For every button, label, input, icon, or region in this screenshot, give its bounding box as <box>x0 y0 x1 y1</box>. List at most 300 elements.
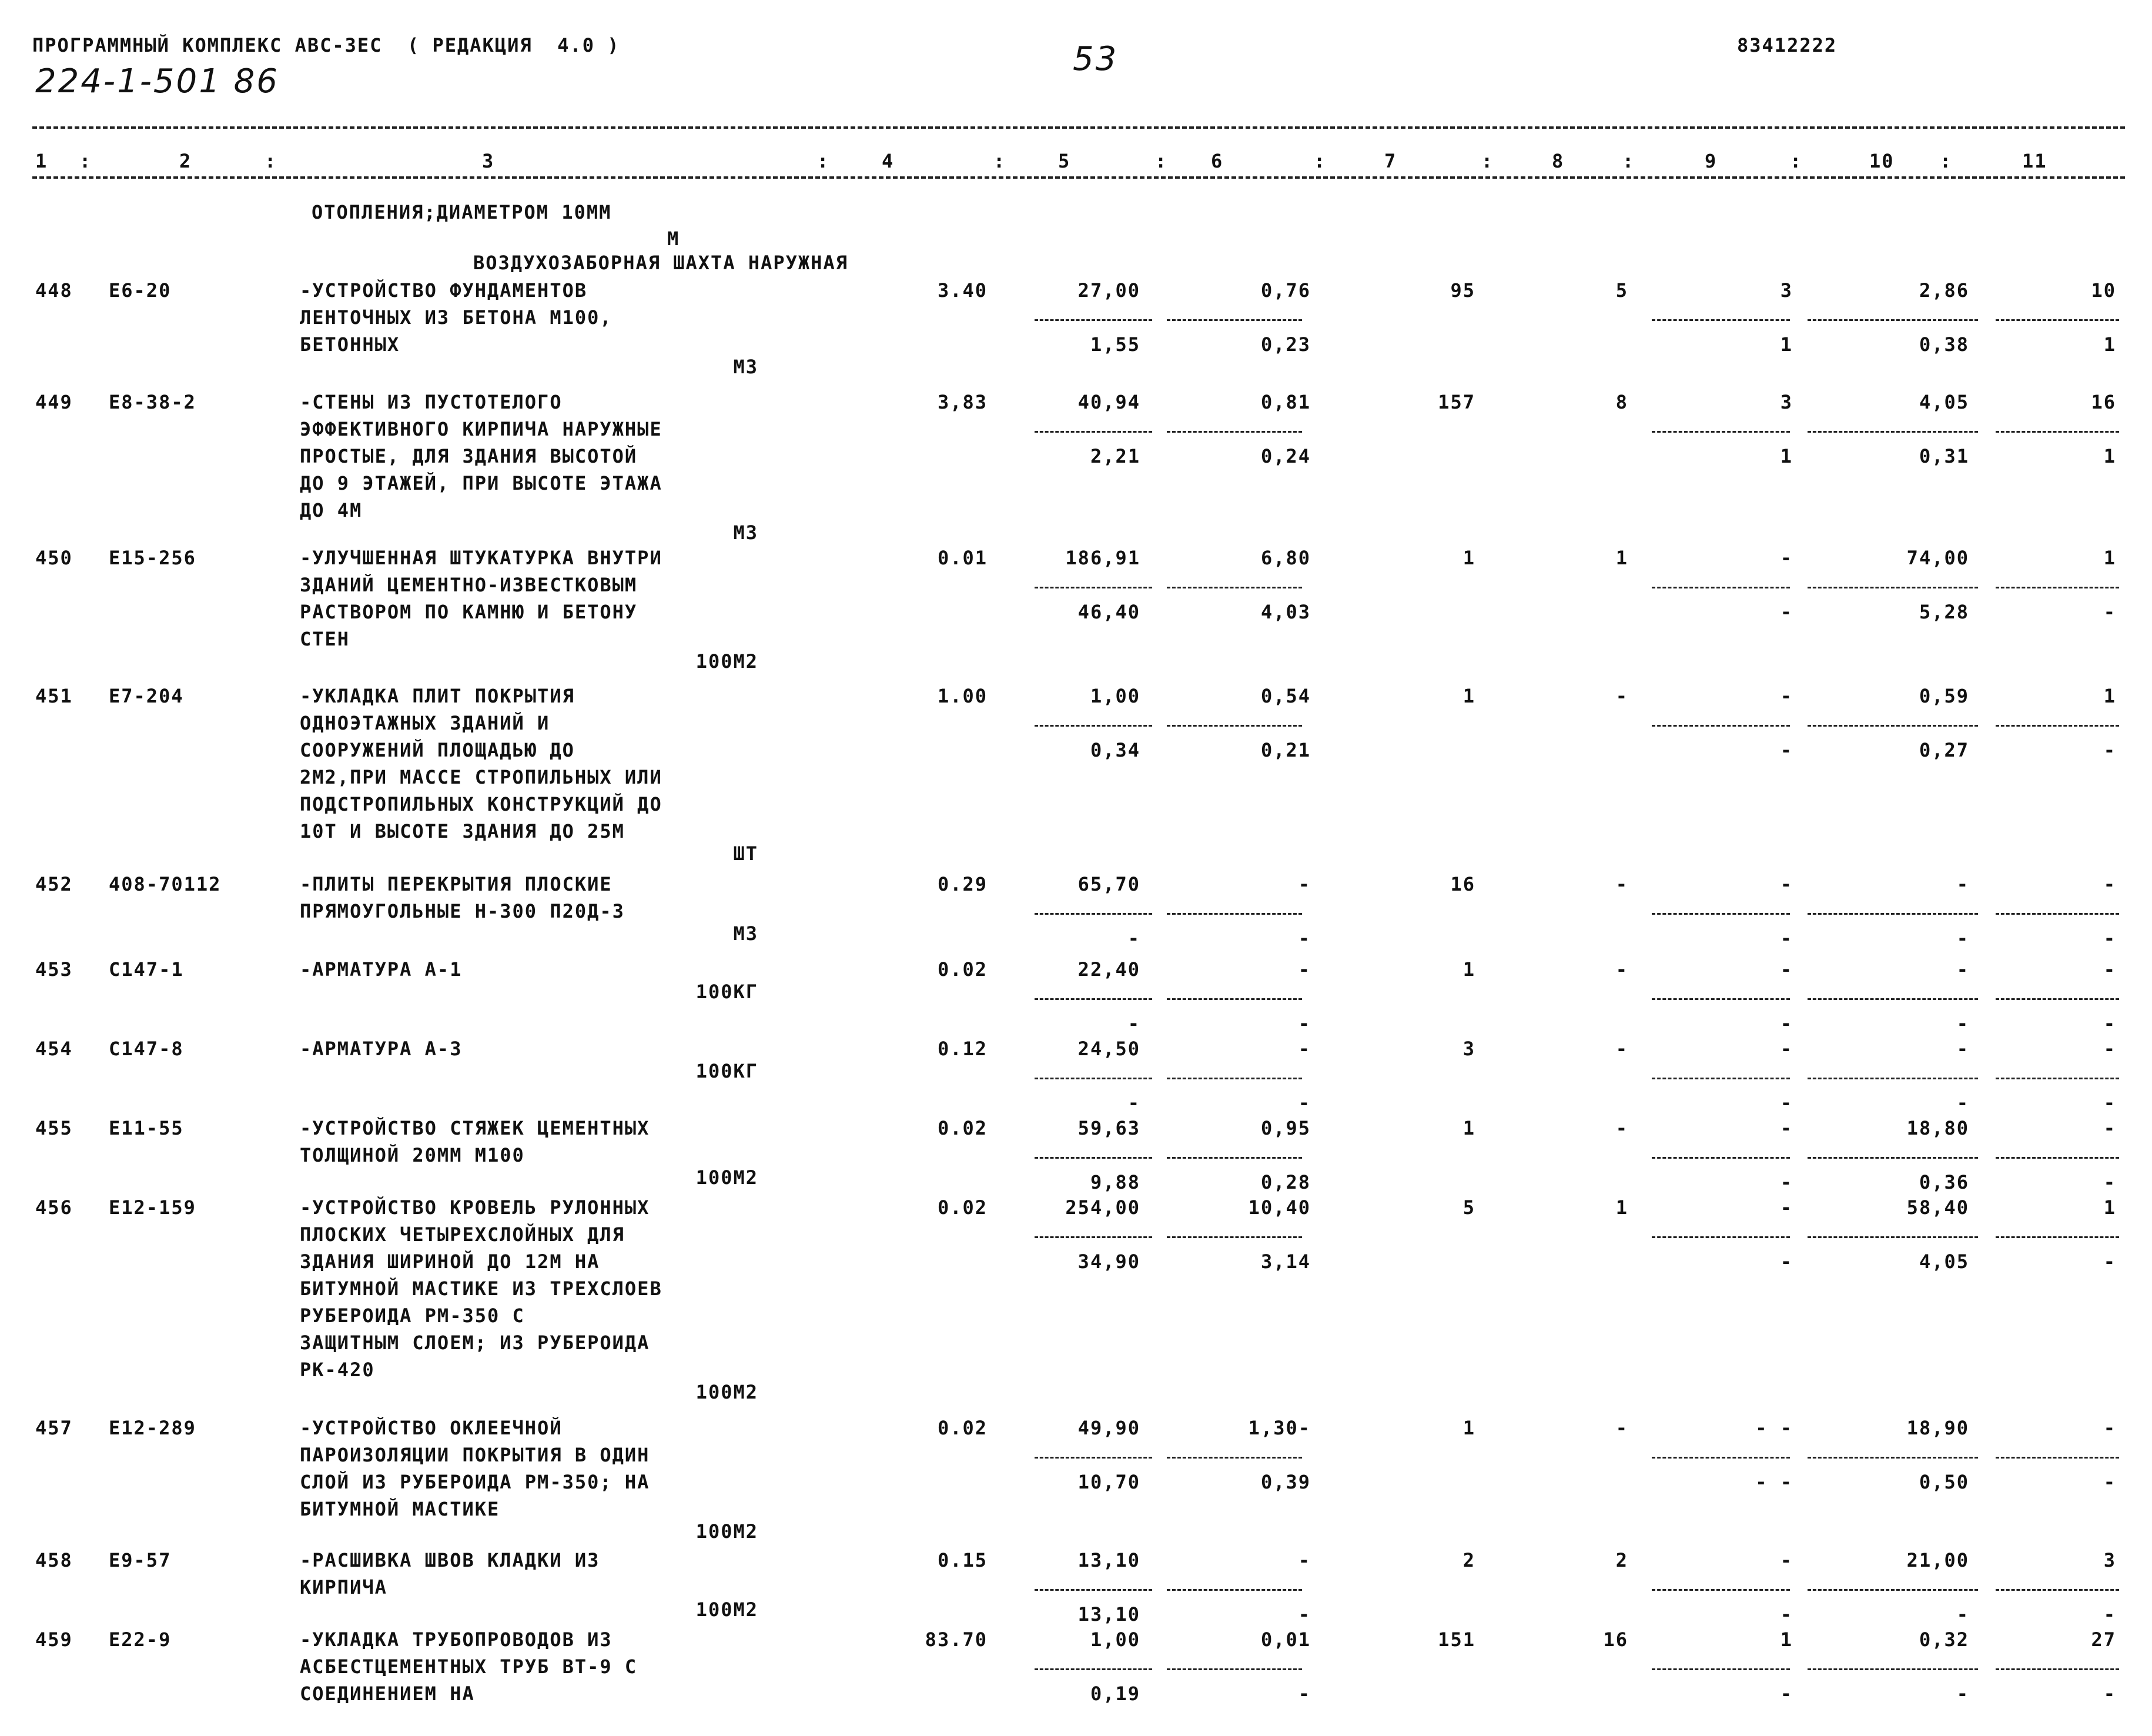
machine-wage-value: 0,28 <box>1260 1171 1311 1193</box>
machine-wage-value: 3,14 <box>1260 1250 1311 1273</box>
labor-value: 18,80 <box>1906 1117 1969 1139</box>
labor-machinist-total-value: - <box>2103 1171 2116 1193</box>
measure-unit: М3 <box>733 922 758 945</box>
machine-total-value: - <box>1780 1117 1793 1139</box>
machine-cost-value: - <box>1298 1549 1311 1571</box>
work-description: СООРУЖЕНИЙ ПЛОЩАДЬЮ ДО <box>300 739 575 761</box>
labor-machinist-total-value: 1 <box>2103 333 2116 356</box>
fraction-rule <box>1035 1589 1152 1591</box>
work-description: ЗДАНИЙ ЦЕМЕНТНО-ИЗВЕСТКОВЫМ <box>300 574 638 596</box>
labor-machinist-total-value: - <box>2103 1603 2116 1625</box>
labor-value: 58,40 <box>1906 1196 1969 1219</box>
row-number: 456 <box>35 1196 73 1219</box>
section-heading: ВОЗДУХОЗАБОРНАЯ ШАХТА НАРУЖНАЯ <box>473 252 848 274</box>
row-number: 450 <box>35 547 73 569</box>
fraction-rule <box>1167 1589 1302 1591</box>
fraction-rule <box>1167 913 1302 915</box>
total-cost-value: 16 <box>1450 873 1475 895</box>
labor-total-value: - <box>2103 1038 2116 1060</box>
labor-value: 18,90 <box>1906 1417 1969 1439</box>
wage-total-value: - <box>1615 1417 1628 1439</box>
labor-machinist-value: 0,31 <box>1919 445 1969 467</box>
machine-total-value: - - <box>1755 1417 1793 1439</box>
labor-machinist-total-value: 1 <box>2103 445 2116 467</box>
labor-machinist-value: - <box>1956 1012 1969 1035</box>
machine-cost-value: 0,95 <box>1260 1117 1311 1139</box>
fraction-rule <box>1167 319 1302 321</box>
total-cost-value: 1 <box>1462 685 1475 707</box>
measure-unit: 100М2 <box>695 1166 758 1189</box>
measure-unit: 100М2 <box>695 1598 758 1621</box>
total-cost-value: 1 <box>1462 547 1475 569</box>
wage-total-value: 8 <box>1615 391 1628 413</box>
row-number: 455 <box>35 1117 73 1139</box>
machine-cost-value: - <box>1298 873 1311 895</box>
labor-machinist-value: - <box>1956 1092 1969 1114</box>
measure-unit: 100М2 <box>695 1381 758 1403</box>
labor-machinist-total-value: - <box>2103 601 2116 623</box>
fraction-rule <box>1167 725 1302 727</box>
labor-machinist-value: - <box>1956 1683 1969 1705</box>
wage-total-value: 2 <box>1615 1549 1628 1571</box>
work-description: СТЕН <box>300 628 350 650</box>
fraction-rule <box>1996 1157 2119 1159</box>
fraction-rule <box>1652 1668 1790 1670</box>
machine-cost-value: 1,30- <box>1248 1417 1311 1439</box>
rate-code: Е12-159 <box>109 1196 196 1219</box>
work-description: ТОЛЩИНОЙ 20ММ М100 <box>300 1144 525 1166</box>
rate-code: Е7-204 <box>109 685 184 707</box>
work-description: ПОДСТРОПИЛЬНЫХ КОНСТРУКЦИЙ ДО <box>300 793 662 815</box>
rate-code: Е8-38-2 <box>109 391 196 413</box>
machine-wage-value: - <box>1298 1012 1311 1035</box>
fraction-rule <box>1808 913 1978 915</box>
work-description: -СТЕНЫ ИЗ ПУСТОТЕЛОГО <box>300 391 563 413</box>
labor-value: - <box>1956 873 1969 895</box>
machine-total-value: - <box>1780 1549 1793 1571</box>
wage-cost-value: 1,55 <box>1090 333 1140 356</box>
work-description: ПРОСТЫЕ, ДЛЯ ЗДАНИЯ ВЫСОТОЙ <box>300 445 638 467</box>
fraction-rule <box>1167 1236 1302 1238</box>
machine-wage-total-value: - <box>1780 739 1793 761</box>
quantity-value: 0.02 <box>937 1117 988 1139</box>
machine-wage-total-value: - <box>1780 1092 1793 1114</box>
labor-value: 0,59 <box>1919 685 1969 707</box>
work-description: ПЛОСКИХ ЧЕТЫРЕХСЛОЙНЫХ ДЛЯ <box>300 1223 625 1246</box>
machine-total-value: - <box>1780 958 1793 981</box>
machine-total-value: - <box>1780 1038 1793 1060</box>
unit-cost-value: 186,91 <box>1065 547 1140 569</box>
row-number: 454 <box>35 1038 73 1060</box>
work-description: РК-420 <box>300 1359 375 1381</box>
row-number: 451 <box>35 685 73 707</box>
machine-wage-value: - <box>1298 1092 1311 1114</box>
labor-machinist-value: 0,36 <box>1919 1171 1969 1193</box>
labor-machinist-total-value: - <box>2103 1250 2116 1273</box>
fraction-rule <box>1996 1236 2119 1238</box>
row-number: 457 <box>35 1417 73 1439</box>
machine-cost-value: 0,81 <box>1260 391 1311 413</box>
rate-code: С147-1 <box>109 958 184 981</box>
fraction-rule <box>1996 319 2119 321</box>
labor-total-value: - <box>2103 1417 2116 1439</box>
rate-code: Е9-57 <box>109 1549 172 1571</box>
machine-total-value: - <box>1780 685 1793 707</box>
machine-wage-total-value: 1 <box>1780 333 1793 356</box>
fraction-rule <box>1167 1078 1302 1079</box>
machine-cost-value: 0,76 <box>1260 279 1311 302</box>
fraction-rule <box>1035 998 1152 1000</box>
rate-code: Е22-9 <box>109 1628 172 1651</box>
wage-total-value: 1 <box>1615 1196 1628 1219</box>
labor-machinist-total-value: - <box>2103 1092 2116 1114</box>
work-description: ПАРОИЗОЛЯЦИИ ПОКРЫТИЯ В ОДИН <box>300 1444 650 1466</box>
machine-wage-value: - <box>1298 1683 1311 1705</box>
machine-wage-total-value: - <box>1780 601 1793 623</box>
total-cost-value: 1 <box>1462 1117 1475 1139</box>
work-description: СОЕДИНЕНИЕМ НА <box>300 1683 475 1705</box>
column-header-cell: 11 <box>2022 150 2047 172</box>
fraction-rule <box>1808 1078 1978 1079</box>
measure-unit: М3 <box>733 521 758 544</box>
labor-value: 21,00 <box>1906 1549 1969 1571</box>
total-cost-value: 157 <box>1438 391 1475 413</box>
machine-wage-total-value: - <box>1780 1171 1793 1193</box>
column-header-cell: 6 <box>1211 150 1224 172</box>
fraction-rule <box>1652 1457 1790 1459</box>
rate-code: 408-70112 <box>109 873 222 895</box>
machine-wage-value: 0,39 <box>1260 1471 1311 1493</box>
total-cost-value: 1 <box>1462 1417 1475 1439</box>
fraction-rule <box>1996 1589 2119 1591</box>
labor-machinist-total-value: - <box>2103 739 2116 761</box>
machine-wage-value: - <box>1298 927 1311 949</box>
machine-wage-value: 4,03 <box>1260 601 1311 623</box>
work-description: -АРМАТУРА А-1 <box>300 958 463 981</box>
machine-total-value: - <box>1780 873 1793 895</box>
labor-value: 74,00 <box>1906 547 1969 569</box>
work-description: -РАСШИВКА ШВОВ КЛАДКИ ИЗ <box>300 1549 600 1571</box>
measure-unit: 100М2 <box>695 650 758 673</box>
column-header-cell: 9 <box>1705 150 1718 172</box>
work-description: ОДНОЭТАЖНЫХ ЗДАНИЙ И <box>300 712 550 734</box>
work-description: -УСТРОЙСТВО ОКЛЕЕЧНОЙ <box>300 1417 563 1439</box>
header-bottom-rule <box>32 176 2125 179</box>
work-description: ДО 4М <box>300 499 363 521</box>
machine-cost-value: - <box>1298 958 1311 981</box>
page-number: 53 <box>1073 40 1119 78</box>
labor-value: - <box>1956 958 1969 981</box>
work-description: 2М2,ПРИ МАССЕ СТРОПИЛЬНЫХ ИЛИ <box>300 766 662 788</box>
work-description: -УКЛАДКА ТРУБОПРОВОДОВ ИЗ <box>300 1628 613 1651</box>
fraction-rule <box>1652 431 1790 433</box>
rate-code: Е15-256 <box>109 547 196 569</box>
quantity-value: 1.00 <box>937 685 988 707</box>
wage-total-value: - <box>1615 1038 1628 1060</box>
measure-unit: 100М2 <box>695 1520 758 1543</box>
fraction-rule <box>1652 725 1790 727</box>
column-header-cell: : <box>1622 150 1635 172</box>
labor-machinist-value: 0,50 <box>1919 1471 1969 1493</box>
unit-cost-value: 24,50 <box>1077 1038 1140 1060</box>
machine-total-value: - <box>1780 547 1793 569</box>
work-description: ДО 9 ЭТАЖЕЙ, ПРИ ВЫСОТЕ ЭТАЖА <box>300 472 662 494</box>
measure-unit: 100КГ <box>695 1060 758 1082</box>
column-header-cell: : <box>1155 150 1168 172</box>
row-number: 448 <box>35 279 73 302</box>
machine-cost-value: - <box>1298 1038 1311 1060</box>
fraction-rule <box>1808 1668 1978 1670</box>
work-description: ЗДАНИЯ ШИРИНОЙ ДО 12М НА <box>300 1250 600 1273</box>
unit-cost-value: 22,40 <box>1077 958 1140 981</box>
fraction-rule <box>1167 998 1302 1000</box>
column-header-cell: : <box>817 150 830 172</box>
machine-wage-total-value: - <box>1780 927 1793 949</box>
wage-total-value: 16 <box>1603 1628 1628 1651</box>
unit-cost-value: 254,00 <box>1065 1196 1140 1219</box>
fraction-rule <box>1035 1078 1152 1079</box>
total-cost-value: 3 <box>1462 1038 1475 1060</box>
unit-cost-value: 59,63 <box>1077 1117 1140 1139</box>
column-header-cell: : <box>1940 150 1953 172</box>
machine-wage-total-value: - <box>1780 1012 1793 1035</box>
total-cost-value: 2 <box>1462 1549 1475 1571</box>
column-header-cell: : <box>1790 150 1803 172</box>
fraction-rule <box>1652 319 1790 321</box>
work-description: -УКЛАДКА ПЛИТ ПОКРЫТИЯ <box>300 685 575 707</box>
wage-total-value: - <box>1615 958 1628 981</box>
fraction-rule <box>1652 1157 1790 1159</box>
fraction-rule <box>1035 587 1152 588</box>
work-description: -УСТРОЙСТВО СТЯЖЕК ЦЕМЕНТНЫХ <box>300 1117 650 1139</box>
quantity-value: 0.12 <box>937 1038 988 1060</box>
machine-total-value: 1 <box>1780 1628 1793 1651</box>
work-description: ЛЕНТОЧНЫХ ИЗ БЕТОНА М100, <box>300 306 613 329</box>
row-number: 453 <box>35 958 73 981</box>
header-top-rule <box>32 126 2125 129</box>
fraction-rule <box>1035 913 1152 915</box>
machine-total-value: 3 <box>1780 279 1793 302</box>
fraction-rule <box>1035 1236 1152 1238</box>
labor-machinist-value: 4,05 <box>1919 1250 1969 1273</box>
rate-code: Е6-20 <box>109 279 172 302</box>
work-description: СЛОЙ ИЗ РУБЕРОИДА РМ-350; НА <box>300 1471 650 1493</box>
row-number: 449 <box>35 391 73 413</box>
work-description: АСБЕСТЦЕМЕНТНЫХ ТРУБ ВТ-9 С <box>300 1655 638 1678</box>
handwritten-reference: 224-1-501 86 <box>35 62 279 101</box>
wage-total-value: 1 <box>1615 547 1628 569</box>
work-description: -УСТРОЙСТВО ФУНДАМЕНТОВ <box>300 279 588 302</box>
fraction-rule <box>1652 1589 1790 1591</box>
unit-cost-value: 1,00 <box>1090 1628 1140 1651</box>
column-header-cell: 1 <box>35 150 48 172</box>
column-header-cell: 5 <box>1058 150 1071 172</box>
machine-wage-value: 0,24 <box>1260 445 1311 467</box>
fraction-rule <box>1652 913 1790 915</box>
fraction-rule <box>1808 1457 1978 1459</box>
fraction-rule <box>1808 1589 1978 1591</box>
labor-total-value: - <box>2103 873 2116 895</box>
fraction-rule <box>1808 725 1978 727</box>
labor-total-value: - <box>2103 1117 2116 1139</box>
machine-total-value: - <box>1780 1196 1793 1219</box>
measure-unit: М3 <box>733 356 758 378</box>
fraction-rule <box>1167 587 1302 588</box>
work-description: -УЛУЧШЕННАЯ ШТУКАТУРКА ВНУТРИ <box>300 547 662 569</box>
fraction-rule <box>1996 1668 2119 1670</box>
machine-wage-total-value: - <box>1780 1683 1793 1705</box>
row-number: 458 <box>35 1549 73 1571</box>
fraction-rule <box>1035 1157 1152 1159</box>
labor-total-value: 3 <box>2103 1549 2116 1571</box>
rate-code: С147-8 <box>109 1038 184 1060</box>
work-description: КИРПИЧА <box>300 1576 387 1598</box>
fraction-rule <box>1996 587 2119 588</box>
machine-cost-value: 10,40 <box>1248 1196 1311 1219</box>
quantity-value: 3,83 <box>937 391 988 413</box>
wage-cost-value: 9,88 <box>1090 1171 1140 1193</box>
fraction-rule <box>1808 998 1978 1000</box>
machine-wage-value: 0,23 <box>1260 333 1311 356</box>
work-description: БЕТОННЫХ <box>300 333 400 356</box>
fraction-rule <box>1808 1157 1978 1159</box>
unit-cost-value: 49,90 <box>1077 1417 1140 1439</box>
column-header-cell: : <box>79 150 92 172</box>
work-description: БИТУМНОЙ МАСТИКЕ ИЗ ТРЕХСЛОЕВ <box>300 1277 662 1300</box>
labor-machinist-total-value: - <box>2103 1012 2116 1035</box>
work-description: ЭФФЕКТИВНОГО КИРПИЧА НАРУЖНЫЕ <box>300 418 662 440</box>
labor-value: - <box>1956 1038 1969 1060</box>
unit-cost-value: 13,10 <box>1077 1549 1140 1571</box>
machine-total-value: 3 <box>1780 391 1793 413</box>
column-header-cell: 4 <box>882 150 895 172</box>
wage-total-value: - <box>1615 873 1628 895</box>
labor-machinist-total-value: - <box>2103 1683 2116 1705</box>
wage-cost-value: 46,40 <box>1077 601 1140 623</box>
machine-wage-total-value: 1 <box>1780 445 1793 467</box>
machine-cost-value: 0,54 <box>1260 685 1311 707</box>
fraction-rule <box>1035 725 1152 727</box>
work-description: -АРМАТУРА А-3 <box>300 1038 463 1060</box>
measure-unit: ШТ <box>733 842 758 865</box>
work-description: -ПЛИТЫ ПЕРЕКРЫТИЯ ПЛОСКИЕ <box>300 873 613 895</box>
fraction-rule <box>1035 1668 1152 1670</box>
column-header-cell: 3 <box>482 150 495 172</box>
labor-machinist-value: - <box>1956 927 1969 949</box>
fraction-rule <box>1167 1457 1302 1459</box>
machine-wage-value: - <box>1298 1603 1311 1625</box>
machine-wage-total-value: - <box>1780 1250 1793 1273</box>
labor-total-value: 1 <box>2103 1196 2116 1219</box>
fraction-rule <box>1996 1457 2119 1459</box>
work-description: 10Т И ВЫСОТЕ ЗДАНИЯ ДО 25М <box>300 820 625 842</box>
total-cost-value: 1 <box>1462 958 1475 981</box>
work-description: РАСТВОРОМ ПО КАМНЮ И БЕТОНУ <box>300 601 638 623</box>
column-header-cell: 7 <box>1384 150 1397 172</box>
labor-total-value: - <box>2103 958 2116 981</box>
wage-cost-value: 10,70 <box>1077 1471 1140 1493</box>
fraction-rule <box>1652 998 1790 1000</box>
fraction-rule <box>1996 998 2119 1000</box>
fraction-rule <box>1652 1236 1790 1238</box>
quantity-value: 0.02 <box>937 1417 988 1439</box>
total-cost-value: 5 <box>1462 1196 1475 1219</box>
row-number: 452 <box>35 873 73 895</box>
wage-cost-value: - <box>1127 1092 1140 1114</box>
labor-machinist-value: 0,38 <box>1919 333 1969 356</box>
machine-cost-value: 0,01 <box>1260 1628 1311 1651</box>
unit-cost-value: 1,00 <box>1090 685 1140 707</box>
unit-cost-value: 65,70 <box>1077 873 1140 895</box>
wage-cost-value: 0,19 <box>1090 1683 1140 1705</box>
labor-value: 4,05 <box>1919 391 1969 413</box>
labor-total-value: 1 <box>2103 685 2116 707</box>
wage-cost-value: 13,10 <box>1077 1603 1140 1625</box>
fraction-rule <box>1996 913 2119 915</box>
fraction-rule <box>1996 725 2119 727</box>
labor-value: 0,32 <box>1919 1628 1969 1651</box>
labor-total-value: 10 <box>2091 279 2116 302</box>
column-header-cell: 2 <box>179 150 192 172</box>
quantity-value: 3.40 <box>937 279 988 302</box>
column-header-cell: : <box>1481 150 1494 172</box>
column-header-cell: 8 <box>1552 150 1565 172</box>
work-description: РУБЕРОИДА РМ-350 С <box>300 1304 525 1327</box>
total-cost-value: 95 <box>1450 279 1475 302</box>
labor-total-value: 1 <box>2103 547 2116 569</box>
fraction-rule <box>1996 1078 2119 1079</box>
fraction-rule <box>1808 587 1978 588</box>
fraction-rule <box>1167 431 1302 433</box>
total-cost-value: 151 <box>1438 1628 1475 1651</box>
measure-unit: 100КГ <box>695 981 758 1003</box>
program-header: ПРОГРАММНЫЙ КОМПЛЕКС АВС-3ЕС ( РЕДАКЦИЯ 4.0 ) <box>32 34 620 56</box>
quantity-value: 0.29 <box>937 873 988 895</box>
wage-cost-value: 0,34 <box>1090 739 1140 761</box>
machine-wage-total-value: - - <box>1755 1471 1793 1493</box>
quantity-value: 83.70 <box>925 1628 988 1651</box>
labor-machinist-value: 0,27 <box>1919 739 1969 761</box>
intro-unit: М <box>667 228 680 250</box>
labor-machinist-total-value: - <box>2103 927 2116 949</box>
labor-machinist-value: 5,28 <box>1919 601 1969 623</box>
quantity-value: 0.15 <box>937 1549 988 1571</box>
intro-line: ОТОПЛЕНИЯ;ДИАМЕТРОМ 10ММ <box>312 201 612 223</box>
fraction-rule <box>1808 319 1978 321</box>
labor-machinist-value: - <box>1956 1603 1969 1625</box>
fraction-rule <box>1996 431 2119 433</box>
wage-total-value: 5 <box>1615 279 1628 302</box>
machine-cost-value: 6,80 <box>1260 547 1311 569</box>
quantity-value: 0.02 <box>937 1196 988 1219</box>
column-header-cell: : <box>265 150 277 172</box>
fraction-rule <box>1035 431 1152 433</box>
fraction-rule <box>1035 319 1152 321</box>
rate-code: Е11-55 <box>109 1117 184 1139</box>
work-description: ПРЯМОУГОЛЬНЫЕ Н-300 П20Д-3 <box>300 900 625 922</box>
fraction-rule <box>1035 1457 1152 1459</box>
column-header-cell: 10 <box>1869 150 1895 172</box>
unit-cost-value: 27,00 <box>1077 279 1140 302</box>
column-header-cell: : <box>1314 150 1327 172</box>
wage-cost-value: 2,21 <box>1090 445 1140 467</box>
wage-cost-value: - <box>1127 927 1140 949</box>
rate-code: Е12-289 <box>109 1417 196 1439</box>
work-description: ЗАЩИТНЫМ СЛОЕМ; ИЗ РУБЕРОИДА <box>300 1332 650 1354</box>
machine-wage-value: 0,21 <box>1260 739 1311 761</box>
row-number: 459 <box>35 1628 73 1651</box>
fraction-rule <box>1652 1078 1790 1079</box>
